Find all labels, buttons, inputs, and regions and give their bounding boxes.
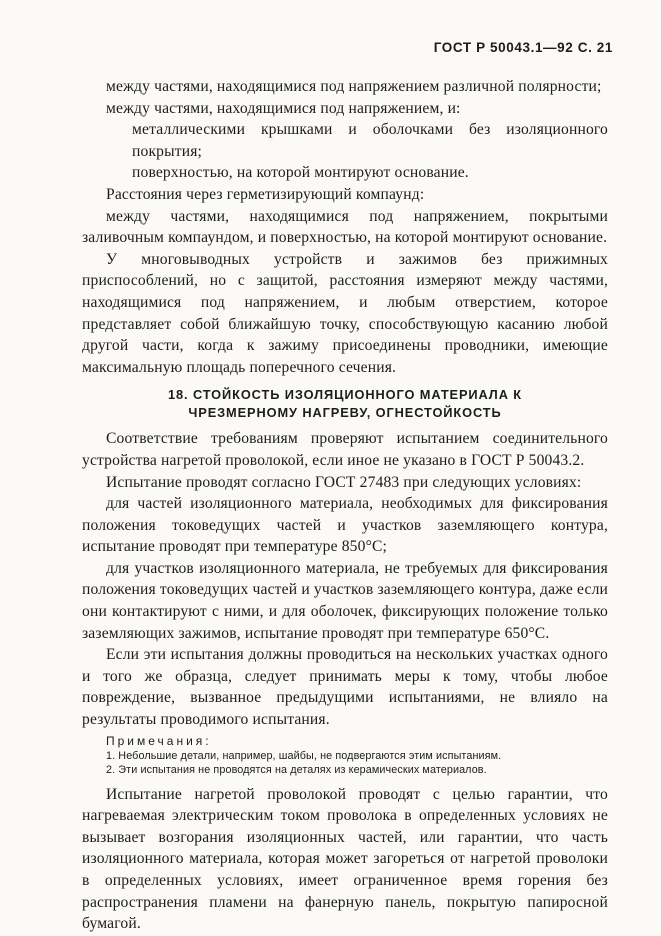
page-header: ГОСТ Р 50043.1—92 С. 21 <box>433 40 613 55</box>
paragraph: Если эти испытания должны проводиться на нескольких участках одного и того же образца, следует принимать меры к тому, чтобы любое повреждение, вызванное предыдущими испытаниями, не влияло на результаты проводимого испытания. <box>82 646 608 729</box>
note-item-1: 1. Небольшие детали, например, шайбы, не подвергаются этим испытаниям. <box>106 749 502 762</box>
paragraph: Расстояния через герметизирующий компаунд: <box>106 185 425 203</box>
paragraph: Испытание проводят согласно ГОСТ 27483 при следующих условиях: <box>106 473 582 491</box>
paragraph: для частей изоляционного материала, необходимых для фиксирования положения токоведущих частей и участков заземляющего контура, испытание проводят при температуре 850°С; <box>82 495 608 556</box>
paragraph: У многовыводных устройств и зажимов без прижимных приспособлений, но с защитой, расстояния измеряют между частями, находящимися под напряжением, и любым отверстием, которое представляет собой ближайшую точку, способствующую касанию любой другой части, когда к зажиму присоединены проводники, имеющие максимальную площадь поперечного сечения. <box>82 250 608 376</box>
section-heading-line2: ЧРЕЗМЕРНОМУ НАГРЕВУ, ОГНЕСТОЙКОСТЬ <box>188 405 502 421</box>
paragraph: поверхностью, на которой монтируют основание. <box>132 164 469 182</box>
paragraph: для участков изоляционного материала, не требуемых для фиксирования положения токоведущих частей и участков заземляющего контура, даже если они контактируют с ними, и для оболочек, фиксирующих положение только заземляющих зажимов, испытание проводят при температуре 650°С. <box>82 559 608 642</box>
notes-title: Примечания: <box>106 733 212 748</box>
top-paragraphs <box>82 76 608 378</box>
paragraph: между частями, находящимися под напряжением различной полярности; <box>106 78 602 95</box>
middle-paragraphs <box>82 428 608 730</box>
section-heading <box>82 386 608 422</box>
paragraph: между частями, находящимися под напряжением, покрытыми заливочным компаундом, и поверхностью, на которой монтируют основание. <box>82 207 608 247</box>
paragraph: между частями, находящимися под напряжением, и: <box>106 99 461 117</box>
paragraph: Соответствие требованиям проверяют испытанием соединительного устройства нагретой проволокой, если иное не указано в ГОСТ Р 50043.2. <box>82 430 608 469</box>
paragraph: Испытание нагретой проволокой проводят с целью гарантии, что нагреваемая электрическим током проволока в определенных условиях не вызывает возгорания изоляционных частей, или гарантии, что часть изоляционного материала, которая может загореться от нагретой проволоки в определенных условиях, имеет ограниченное время горения без распространения пламени на фанерную панель, покрытую папиросной бумагой. <box>82 785 608 933</box>
section-heading-line1: 18. СТОЙКОСТЬ ИЗОЛЯЦИОННОГО МАТЕРИАЛА К <box>168 387 522 403</box>
bottom-paragraphs <box>82 784 608 935</box>
paragraph: металлическими крышками и оболочками без изоляционного покрытия; <box>132 121 608 160</box>
document-body <box>82 76 608 935</box>
note-item-2: 2. Эти испытания не проводятся на деталях из керамических материалов. <box>106 764 487 777</box>
